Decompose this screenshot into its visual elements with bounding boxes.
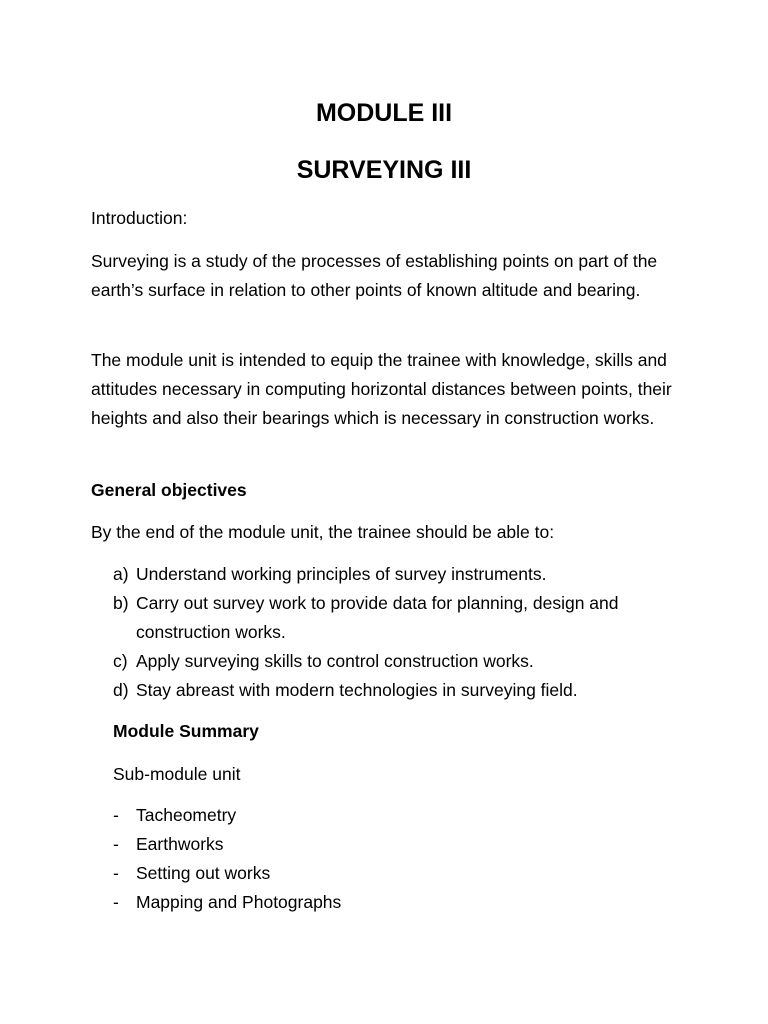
objective-item: [113, 589, 693, 647]
submodule-text: Earthworks: [136, 834, 224, 854]
submodule-item: [113, 801, 613, 830]
list-marker: a): [113, 564, 129, 584]
list-marker: c): [113, 651, 128, 671]
module-title: MODULE III: [315, 99, 453, 127]
list-marker: -: [113, 863, 119, 883]
introduction-heading: Introduction:: [91, 208, 188, 228]
list-marker: -: [113, 892, 119, 912]
objective-text: Carry out survey work to provide data for planning, design and construction works.: [136, 593, 619, 642]
objectives-intro: By the end of the module unit, the trainee should be able to:: [91, 522, 555, 542]
module-summary-heading: Module Summary: [113, 721, 259, 741]
list-marker: -: [113, 834, 119, 854]
submodule-text: Tacheometry: [136, 805, 237, 825]
module-subtitle: SURVEYING III: [296, 156, 472, 184]
submodule-label: Sub-module unit: [113, 764, 241, 784]
introduction-paragraph: Surveying is a study of the processes of establishing points on part of the earth’s surface in relation to other points of known altitude and bearing.: [91, 251, 658, 300]
list-marker: -: [113, 805, 119, 825]
module-description-paragraph: The module unit is intended to equip the trainee with knowledge, skills and attitudes necessary in computing horizontal distances between points, their heights and also their bearings which is necessary in construction works.: [91, 350, 672, 428]
objective-text: Stay abreast with modern technologies in surveying field.: [136, 680, 578, 700]
objective-item: [113, 647, 693, 676]
objectives-list: [113, 560, 693, 705]
list-marker: b): [113, 593, 129, 613]
submodule-text: Setting out works: [136, 863, 271, 883]
submodule-item: [113, 859, 613, 888]
submodule-text: Mapping and Photographs: [136, 892, 342, 912]
objective-item: [113, 560, 693, 589]
objective-text: Apply surveying skills to control construction works.: [136, 651, 534, 671]
objective-item: [113, 676, 693, 705]
submodule-item: [113, 830, 613, 859]
submodule-list: [113, 801, 613, 917]
general-objectives-heading: General objectives: [91, 480, 247, 500]
objective-text: Understand working principles of survey instruments.: [136, 564, 547, 584]
submodule-item: [113, 888, 613, 917]
list-marker: d): [113, 680, 129, 700]
